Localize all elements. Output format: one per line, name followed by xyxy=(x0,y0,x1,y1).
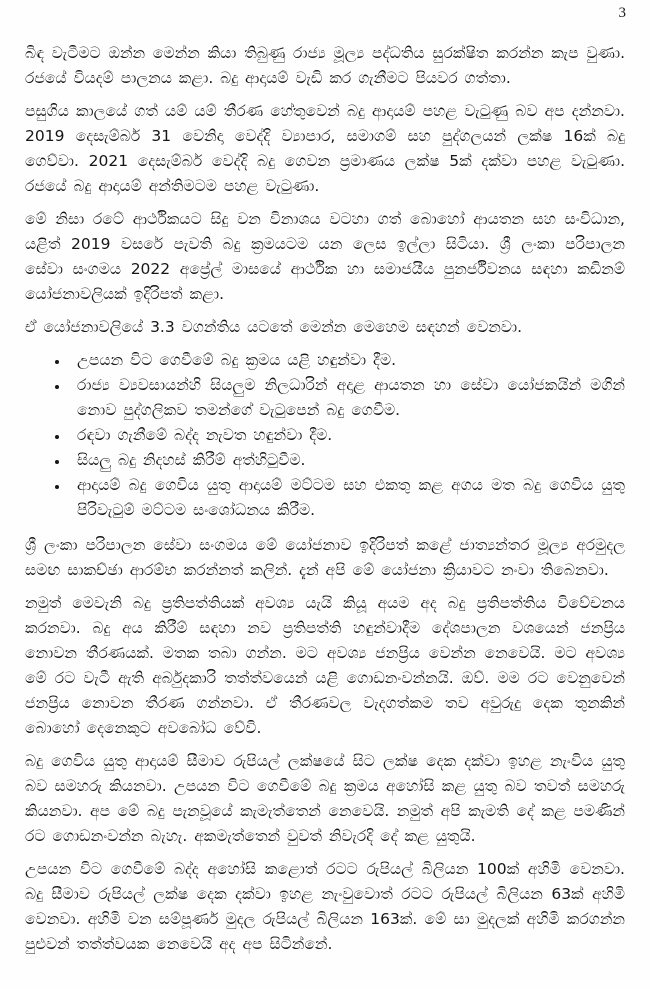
paragraph-organisations-request: මේ නිසා රටේ ආර්ථිකයට සිදු වන විනාශය වටහා ගත් බොහෝ ආයතන සහ සංවිධාන, යළිත් 2019 වසරේ පැවති බදු ක්‍රමයටම යන ලෙස ඉල්ලා සිටියා. ශ්‍රී ලංකා පරිපාලන සේවා සංගමය 2022 අප්‍රේල් මාසයේ ආර්ථික හා සමාජයීය පුනර්ජීවනය සඳහා කඩිනම් යෝජනාවලියක් ඉදිරිපත් කළා. xyxy=(25,210,625,303)
proposal-item-suspend-exemptions: • සියලු බදු නිදහස් කිරීම් අත්හිටුවීම. xyxy=(69,448,625,473)
proposal-item-revise-thresholds: • ආදායම් බදු ගෙවිය යුතු ආදායම් මට්ටම සහ එකතු කළ අගය මත බදු ගෙවිය යුතු පිරිවැටුම් මට්ටම සංශෝධනය කිරීම. xyxy=(69,473,625,523)
paragraph-unpopular-decisions: නමුත් මෙවැනි බදු ප්‍රතිපත්තියක් අවශ්‍ය යැයි කියූ අයම අද බදු ප්‍රතිපත්තිය විවේචනය කරනවා. බදු අය කිරීම් සඳහා නව ප්‍රතිපත්ති හඳුන්වාදීම දේශපාලන වශයෙන් ජනප්‍රිය නොවන තීරණයක්. මතක තබා ගන්න. මට අවශ්‍ය ජනප්‍රිය වෙන්න නෙවෙයි. මට අවශ්‍ය මේ රට වැටී ඇති අර්බුදකාරි තත්ත්වයෙන් යළි ගොඩනංවන්නයි. ඔව්. මම රට වෙනුවෙන් ජනප්‍රිය නොවන තීරණ ගන්නවා. ඒ තීරණවල වැදගත්කම තව අවුරුදු දෙක තුනකින් බොහෝ දෙනෙකුට අවබෝධ වේවි. xyxy=(25,594,626,737)
paragraph-tax-threshold-opinions: බදු ගෙවිය යුතු ආදායම් සීමාව රුපියල් ලක්ෂයේ සිට ලක්ෂ දෙක දක්වා ඉහළ නැංවිය යුතු බව සමහරු කියනවා. උපයන විට ගෙවීමේ බදු ක්‍රමය අහෝසි කළ යුතු බව තවත් සමහරු කියනවා. අප මේ බදු පැනවූයේ කැමැත්තෙන් නෙවෙයි. නමුත් අපි කැමති දේ කළ පමණින් රට ගොඩනංවන්න බැහැ. අකමැත්තෙන් වුවත් නිවැරදි දේ කළ යුතුයි. xyxy=(25,752,625,845)
paragraph-tax-revenue-decline: පසුගිය කාලයේ ගත් යම් යම් තීරණ හේතුවෙන් බදු ආදායම් පහළ වැටුණු බව අප දන්නවා. 2019 දෙසැම්බර් 31 වෙනිදා වෙද්දි ව්‍යාපාර, සමාගම් සහ පුද්ගලයන් ලක්ෂ 16ක් බදු ගෙව්වා. 2021 දෙසැම්බර් වෙද්දි බදු ගෙවන ප්‍රමාණය ලක්ෂ 5ක් දක්වා පහළ වැටුණා. රජයේ බදු ආදායම් අන්තිමටම පහළ වැටුණා. xyxy=(25,102,625,195)
paragraph-clause-3-3-intro: ඒ යෝජනාවලියේ 3.3 වගන්තිය යටතේ මෙන්න මෙහෙම සඳහන් වෙනවා. xyxy=(25,318,523,336)
paragraph-fiscal-protection: බිඳ වැටීමට ඔන්න මෙන්න කියා තිබුණු රාජ්‍ය මූල්‍ය පද්ධතිය සුරක්ෂිත කරන්න කැප වුණා. රජයේ වියදම් පාලනය කළා. බදු ආදායම් වැඩි කර ගැනීමට පියවර ගත්තා. xyxy=(25,44,625,87)
proposal-item-withholding-tax: • රඳවා ගැනීමේ බද්ද නැවත හඳුන්වා දීම. xyxy=(69,423,625,448)
proposal-item-state-officials-personal-tax: • රාජ්‍ය ව්‍යවසායන්හි සියලුම නිලධාරින් අදාළ ආයතන හා සේවා යෝජකයින් මගින් නොව පුද්ගලිකව තමන්ගේ වැටුපෙන් බදු ගෙවීම. xyxy=(69,373,625,423)
paragraph-proposal-before-imf: ශ්‍රී ලංකා පරිපාලන සේවා සංගමය මේ යෝජනාව ඉදිරිපත් කළේ ජාත්‍යන්තර මූල්‍ය අරමුදල සමඟ සාකච්ඡා ආරම්භ කරන්නත් කලින්. දැන් අපි මේ යෝජනා ක්‍රියාවට නංවා තිබෙනවා. xyxy=(25,536,625,579)
proposal-item-paye-reintroduction: • උපයන විට ගෙවීමේ බදු ක්‍රමය යළි හඳුන්වා දීම. xyxy=(69,348,625,373)
page-number: 3 xyxy=(618,5,626,21)
proposal-list xyxy=(25,348,625,523)
paragraph-revenue-loss-figures: උපයන විට ගෙවීමේ බද්ද අහෝසි කළොත් රටට රුපියල් බිලියන 100ක් අහිමි වෙනවා. බදු සීමාව රුපියල් ලක්ෂ දෙක දක්වා ඉහළ නැංවුවොත් රටට රුපියල් බිලියන 63ක් අහිමි වෙනවා. අහිමි වන සම්පූර්ණ මුදල රුපියල් බිලියන 163ක්. මේ සා මුදලක් අහිමි කරගන්න පුළුවන් තත්ත්වයක නෙවෙයි අද අප සිටින්නේ. xyxy=(25,860,625,953)
